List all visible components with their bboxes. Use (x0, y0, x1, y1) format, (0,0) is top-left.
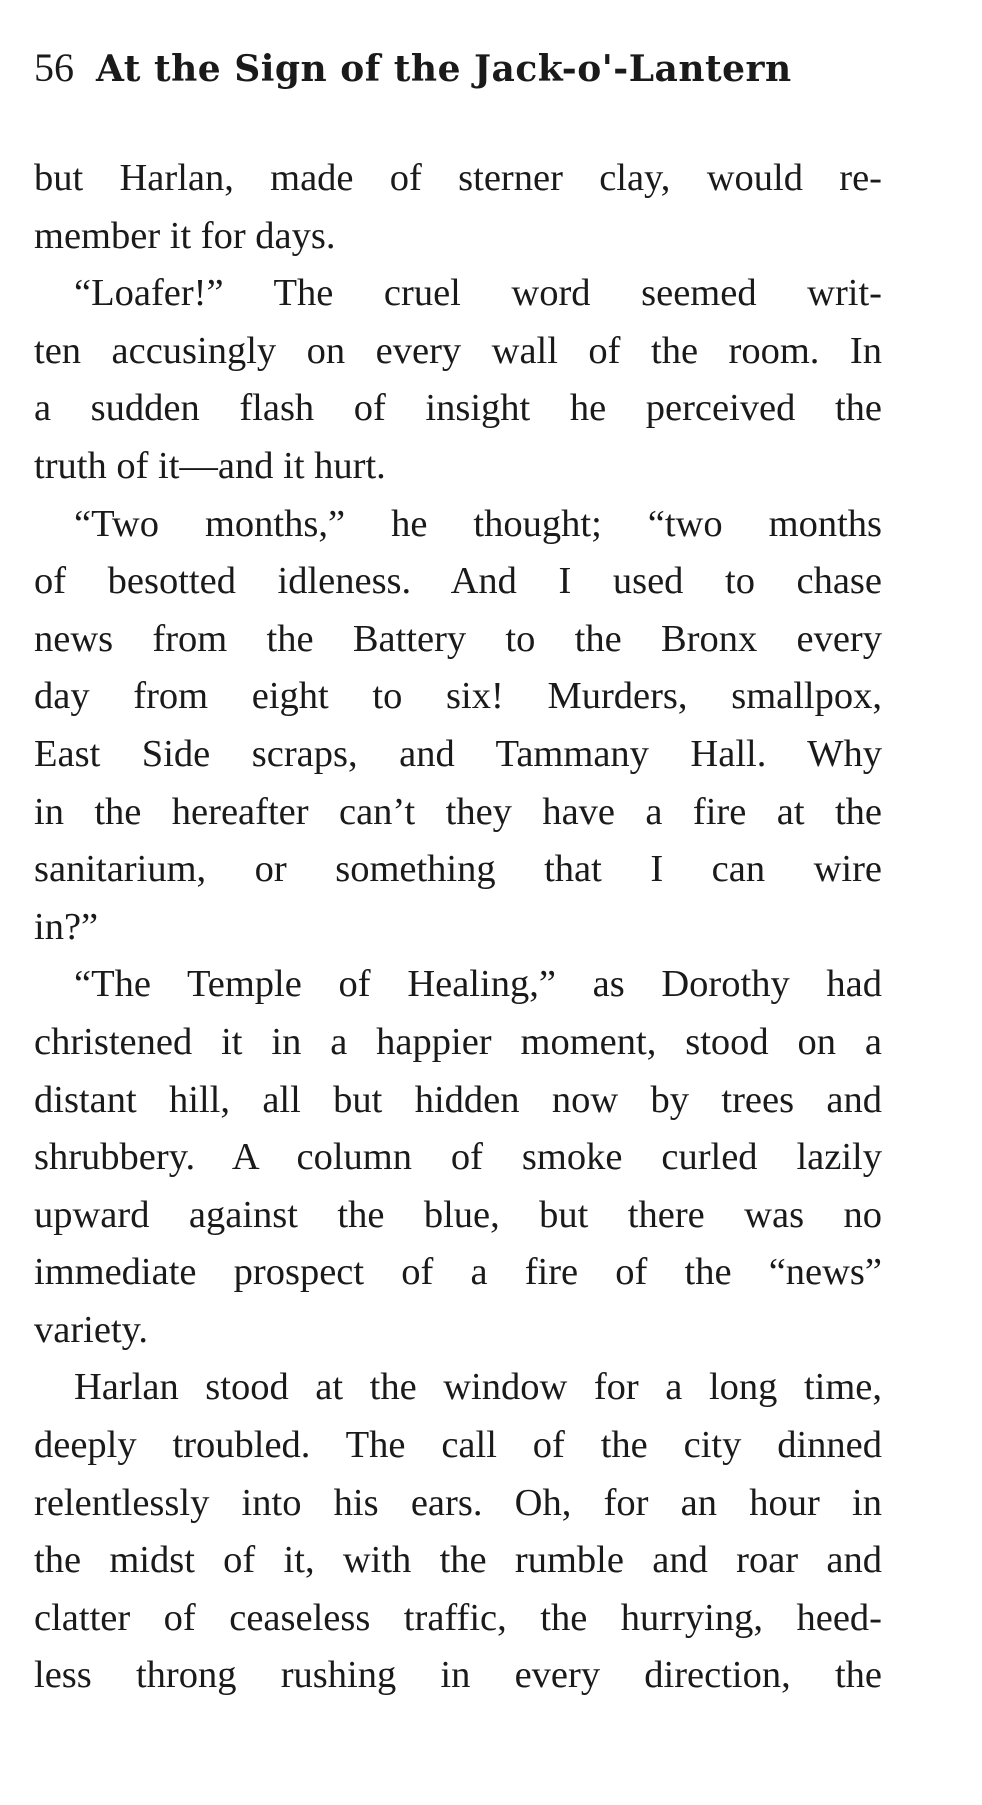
text-line: variety. (34, 1308, 149, 1351)
text-line: less throng rushing in every direction, the (34, 1654, 882, 1697)
text-line: deeply troubled. The call of the city dinned (34, 1424, 882, 1467)
text-line: a sudden flash of insight he perceived the (34, 387, 882, 430)
text-line: of besotted idleness. And I used to chase (34, 560, 882, 603)
text-line: distant hill, all but hidden now by trees and (34, 1078, 882, 1121)
text-line: christened it in a happier moment, stood on a (34, 1020, 882, 1063)
text-line: day from eight to six! Murders, smallpox, (34, 675, 882, 718)
text-line: shrubbery. A column of smoke curled lazily (34, 1136, 882, 1179)
text-line: member it for days. (34, 214, 336, 257)
text-line: “The Temple of Healing,” as Dorothy had (74, 963, 882, 1006)
text-line: ten accusingly on every wall of the room. In (34, 329, 882, 372)
text-line: “Two months,” he thought; “two months (74, 502, 882, 545)
text-line: in?” (34, 905, 99, 948)
text-line: truth of it—and it hurt. (34, 444, 386, 487)
text-line: immediate prospect of a fire of the “news” (34, 1251, 882, 1294)
running-head (34, 44, 884, 104)
text-line: relentlessly into his ears. Oh, for an hour in (34, 1481, 882, 1524)
text-line: the midst of it, with the rumble and roar and (34, 1539, 882, 1582)
text-line: “Loafer!” The cruel word seemed writ- (74, 272, 882, 315)
text-line: in the hereafter can’t they have a fire at the (34, 790, 882, 833)
text-line: but Harlan, made of sterner clay, would re- (34, 157, 882, 199)
page-number: 56 (34, 45, 74, 90)
text-line: clatter of ceaseless traffic, the hurrying, heed- (34, 1596, 882, 1639)
text-line: news from the Battery to the Bronx every (34, 617, 882, 660)
text-line: upward against the blue, but there was no (34, 1193, 882, 1236)
text-line: Harlan stood at the window for a long time, (74, 1366, 882, 1409)
running-title: At the Sign of the Jack-o'-Lantern (96, 48, 792, 90)
text-line: East Side scraps, and Tammany Hall. Why (34, 732, 882, 775)
body-text (34, 150, 882, 1705)
text-line: sanitarium, or something that I can wire (34, 848, 882, 891)
